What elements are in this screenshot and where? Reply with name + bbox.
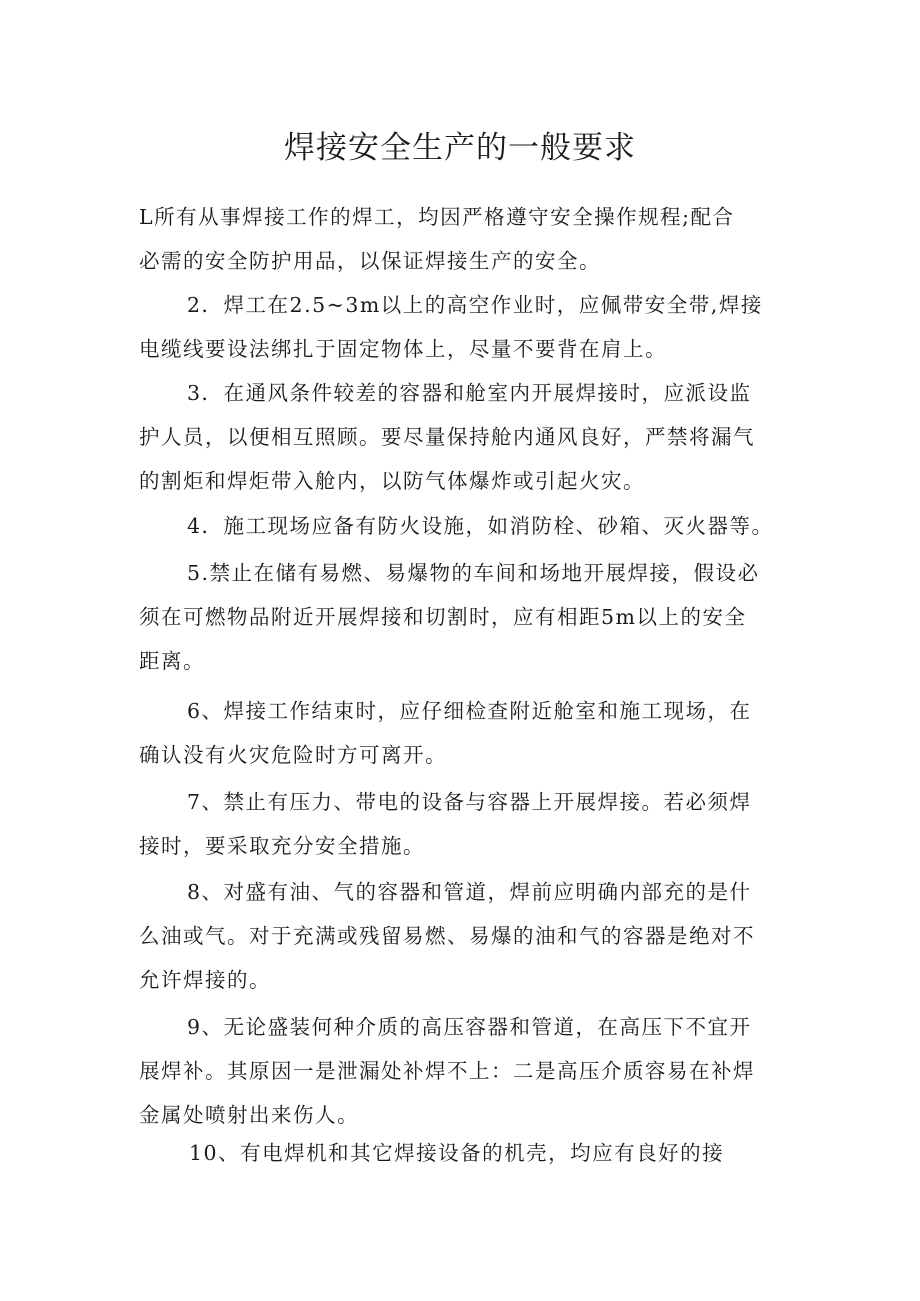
paragraph-line: 6、焊接工作结束时，应仔细检查附近舱室和施工现场，在 — [187, 699, 752, 723]
paragraph-line: 电缆线要设法绑扎于固定物体上，尽量不要背在肩上。 — [139, 337, 667, 361]
paragraph-line: 7、禁止有压力、带电的设备与容器上开展焊接。若必须焊 — [187, 790, 752, 814]
paragraph-1 — [139, 195, 789, 283]
document-title: 焊接安全生产的一般要求 — [284, 130, 636, 166]
paragraph-line: 的割炬和焊炬带入舱内，以防气体爆炸或引起火灾。 — [139, 469, 645, 493]
paragraph-line: 金属处喷射出来伤人。 — [139, 1103, 359, 1127]
paragraph-line: L所有从事焊接工作的焊工，均因严格遵守安全操作规程;配合 — [139, 205, 735, 229]
paragraph-9 — [139, 1005, 789, 1137]
paragraph-line: 9、无论盛装何种介质的高压容器和管道，在高压下不宜开 — [187, 1015, 752, 1039]
paragraph-line: 展焊补。其原因一是泄漏处补焊不上：二是高压介质容易在补焊 — [139, 1059, 755, 1083]
paragraph-line: 距离。 — [139, 649, 205, 673]
paragraph-line: 5.禁止在储有易燃、易爆物的车间和场地开展焊接，假设必 — [187, 561, 760, 585]
paragraph-line: 必需的安全防护用品，以保证焊接生产的安全。 — [139, 249, 601, 273]
paragraph-8 — [139, 870, 789, 1002]
paragraph-5 — [139, 551, 789, 683]
paragraph-line: 须在可燃物品附近开展焊接和切割时，应有相距5m以上的安全 — [139, 605, 747, 629]
paragraph-line: 确认没有火灾危险时方可离开。 — [139, 743, 447, 767]
paragraph-2 — [139, 283, 789, 371]
paragraph-line: 2．焊工在2.5~3m以上的高空作业时，应佩带安全带,焊接 — [187, 293, 763, 317]
paragraph-6 — [139, 689, 789, 777]
paragraph-10 — [139, 1131, 789, 1175]
paragraph-line: 10、有电焊机和其它焊接设备的机壳，均应有良好的接 — [189, 1141, 725, 1165]
paragraph-line: 4．施工现场应备有防火设施，如消防栓、砂箱、灭火器等。 — [187, 514, 774, 538]
paragraph-line: 接时，要采取充分安全措施。 — [139, 834, 425, 858]
paragraph-3 — [139, 371, 789, 503]
paragraph-4 — [139, 504, 789, 548]
paragraph-line: 3．在通风条件较差的容器和舱室内开展焊接时，应派设监 — [187, 381, 752, 405]
paragraph-line: 8、对盛有油、气的容器和管道，焊前应明确内部充的是什 — [187, 880, 752, 904]
paragraph-line: 护人员，以便相互照顾。要尽量保持舱内通风良好，严禁将漏气 — [139, 425, 755, 449]
paragraph-line: 么油或气。对于充满或残留易燃、易爆的油和气的容器是绝对不 — [139, 924, 755, 948]
paragraph-line: 允许焊接的。 — [139, 968, 271, 992]
paragraph-7 — [139, 780, 789, 868]
